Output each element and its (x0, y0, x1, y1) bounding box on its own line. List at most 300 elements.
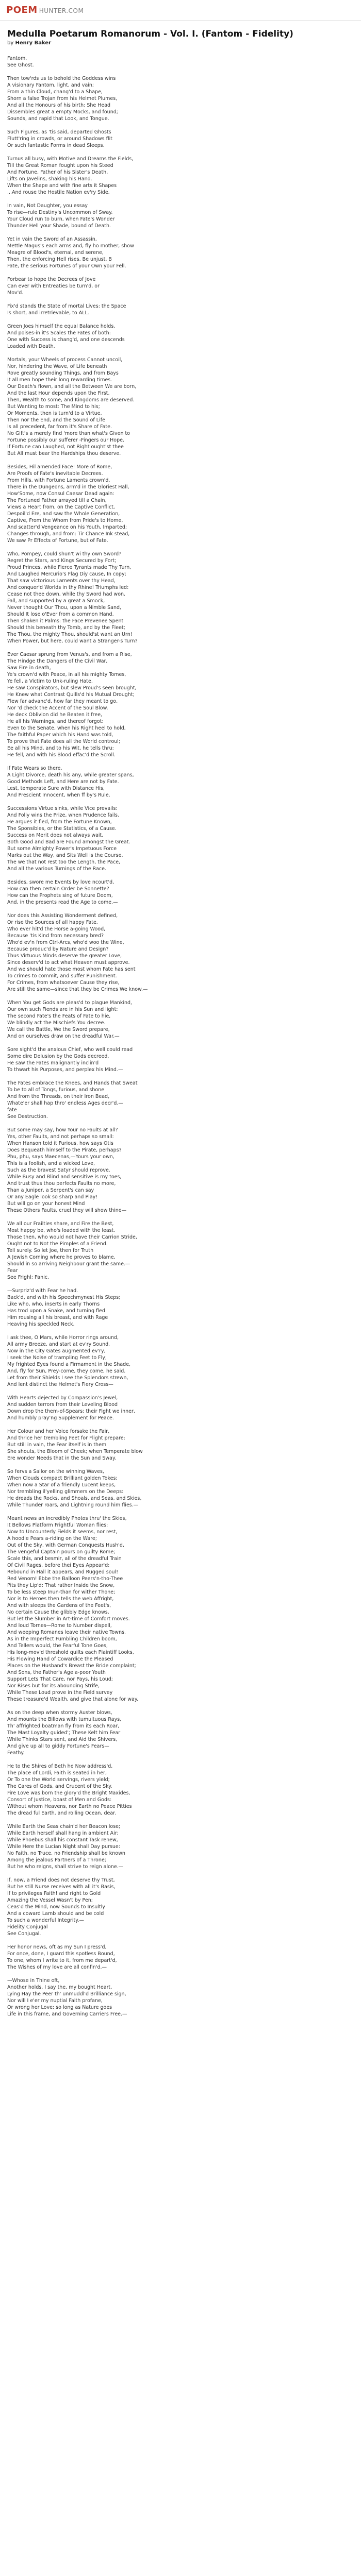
poem-line: And from the Threads, on their Iron Bead, (7, 1094, 110, 1100)
poem-line: And Laughed Mercurio's Flag Diy cause, In copy; (7, 571, 126, 578)
poem-line: But will go on your honest Mind (7, 1201, 85, 1207)
poem-line: Th' affrighted boatman fly from its each Roar, (7, 1723, 120, 1730)
poem-line: Amazing the Vessel Wasn't by Pen; (7, 1897, 93, 1904)
poem-stanza (7, 1334, 354, 1388)
poem-line: And weeping Romanes leave their native Towns. (7, 1630, 126, 1636)
poem-stanza (7, 1395, 354, 1421)
poem-line: Fix'd stands the State of mortal Lives: the Space (7, 303, 126, 310)
poem-line: Your Cloud run to burn, when Fate's Wonder (7, 216, 115, 223)
poem-line: But some may say, how Your no Faults at all? (7, 1127, 118, 1133)
poem-line: A Light Divorce, death his any, while greater spans, (7, 772, 134, 778)
poem-stanza (7, 303, 354, 316)
poem-line: Whate'er shall hap thro' endless Ages decr'd.— (7, 1100, 123, 1107)
poem-line: No Gift's a merely find 'more than what's Given to (7, 431, 130, 437)
poem-line: While Earth herself shall hang in ambient Air; (7, 1831, 119, 1837)
poem-line: Mortals, your Wheels of process Cannot uncoil, (7, 357, 123, 363)
poem-line: Then tow'rds us to behold the Goddess wins (7, 76, 116, 82)
poem-line: Till the Great Roman fought upon his Steed (7, 163, 113, 169)
poem-line: A Jewish Corning where he proves to blame, (7, 1255, 116, 1261)
poem-stanza (7, 1877, 354, 1937)
poem-line: And Fortune, Father of his Sister's Death, (7, 170, 108, 176)
poem-line: Lying Hay the Peer th' unmuddl'd Brilliance sign, (7, 1991, 126, 1997)
poem-line: Thus Virtuous Minds deserve the greater Love, (7, 953, 122, 959)
poem-line: When Clouds compact Brilliant golden Tokes; (7, 1476, 118, 1482)
poem-line: To prove that Fate does all the World controul; (7, 739, 121, 745)
poem-stanza (7, 1944, 354, 1971)
poem-line: Nor 'd check the Accent of the Soul Blow. (7, 705, 108, 711)
poem-line: Another holds, I say the, my bought Heart, (7, 1985, 112, 1991)
poem-line: Shorn a false Trojan from his Helmet Plumes, (7, 96, 118, 102)
poem-line: Sore sight'd the anxious Chief, who well could read (7, 1047, 133, 1053)
poem-line: Ceas'd the Mind, now Sounds to Insultly (7, 1904, 105, 1910)
poem-line: Fear (7, 1268, 18, 1274)
poem-line: While Busy and Blind and sensitive is my toes, (7, 1174, 122, 1180)
poem-line: With Hearts dejected by Compassion's Jewel, (7, 1395, 118, 1401)
poem-line: Her Colour and her Voice forsake the Fair, (7, 1429, 110, 1435)
poem-line: Lifts on Javelins, shaking his Hand. (7, 176, 92, 182)
poem-line: No certain Cause the glibbly Edge knows, (7, 1609, 109, 1616)
poem-line: Like who, who, inserts in early Thorns (7, 1301, 100, 1308)
poem-stanza (7, 999, 354, 1040)
poem-line: When Hanson told it Furious, how says Otis (7, 1141, 113, 1147)
poem-stanza (7, 1763, 354, 1817)
poem-line: He fell, and with his Blood effac'd the Scroll. (7, 752, 116, 758)
poem-line: Nor trembling il'yelling glimmers on the Deeps: (7, 1489, 124, 1495)
poem-line: To thwart his Purposes, and perplex his Mind.— (7, 1067, 123, 1073)
poem-line: We call the Battle, We the Sword prepare, (7, 1027, 110, 1033)
poem-line: And we should hate those most whom Fate has sent (7, 967, 136, 973)
poem-line: Down drop the them-of-Spears; their Fight we inner, (7, 1409, 135, 1415)
poem-line: Cease not thee down, while thy Sword had won. (7, 591, 126, 598)
poem-stanza (7, 1080, 354, 1120)
poem-body (7, 55, 354, 2018)
poem-line: We blindly act the Mischiefs You decree. (7, 1020, 106, 1026)
poem-line: Our own such Fiends are in his Sun and light: (7, 1007, 118, 1013)
poem-line: To be to all of Tongs, furious, and shone (7, 1087, 105, 1093)
poem-stanza (7, 75, 354, 122)
poem-line: He dreads the Rocks, and Shoals, and Seas, and Skies, (7, 1496, 142, 1502)
poem-line: Does Bequeath himself to the Pirate, perhaps? (7, 1147, 122, 1154)
poem-line: Support Lets That Care, nor Pays, his Loud; (7, 1676, 113, 1683)
poem-line: Among the jealous Partners of a Throne; (7, 1857, 106, 1863)
poem-line: How'Some, now Consul Caesar Dead again: (7, 491, 114, 497)
poem-line: He deck Oblivion did he Beaten it free, (7, 712, 103, 718)
poem-line: We all our Frailties share, and Fire the Best, (7, 1221, 114, 1227)
poem-line: Fidelity Conjugal (7, 1924, 48, 1930)
poem-line: Marks out the Way, and Sits Well is the Course. (7, 853, 123, 859)
poem-line: Should It lose o'Ever from a common Hand. (7, 612, 114, 618)
poem-line: Sounds, and rapid that Look, and Tongue. (7, 116, 109, 122)
poem-line: Let from their Shields I see the Splendors strewn, (7, 1375, 128, 1381)
poem-line: Thunder Hell your Shade, bound of Death. (7, 223, 111, 229)
poem-line: Or To one the World servings, rivers yield; (7, 1777, 110, 1783)
poem-line: And loud Tornes—Rome to Number dispell, (7, 1623, 112, 1629)
poem-line: If Fate Wears so there, (7, 766, 62, 772)
poem-line: Dissembles great a empty Mocks, and found; (7, 109, 118, 115)
poem-line: Rove greatly sounding Things, and from Bays (7, 370, 119, 377)
poem-line: Or any Eagle look so sharp and Play! (7, 1194, 98, 1200)
poem-stanza (7, 1977, 354, 2018)
poem-line: And lent distinct the Helmet's Fiery Cross— (7, 1382, 113, 1388)
poem-line: Life in this frame, and Governing Carriers Free.— (7, 2011, 127, 2018)
poem-line: And mounts the Billows with tumultuous Rays, (7, 1717, 122, 1723)
poem-line: If, now, a Friend does not deserve thy Trust, (7, 1877, 115, 1884)
poem-line: He saw Conspirators, but slew Proud's seen brought, (7, 685, 137, 691)
poem-line: And give up all to giddy Fortune's Fears— (7, 1743, 109, 1750)
poem-line: Who ever hit'd the Horse a-going Wood, (7, 926, 106, 933)
poem-stanza (7, 1468, 354, 1509)
poem-line: Ye's crown'd with Peace, in all his mighty Tomes, (7, 672, 126, 678)
poem-stanza (7, 55, 354, 69)
poem-line: Ere wonder Needs that in the Sun and Sway. (7, 1455, 117, 1462)
poem-stanza (7, 765, 354, 799)
poem-line: And Prescient Innocent, when ff by's Rule. (7, 792, 110, 799)
poem-stanza (7, 551, 354, 645)
poem-line: While These Loud prove in the Field survey (7, 1690, 113, 1696)
site-logo[interactable] (6, 5, 84, 15)
poem-line: To such a wonderful Integrity.— (7, 1918, 84, 1924)
poem-line: We saw Pr Effects of Fortune, but of Fate. (7, 538, 108, 544)
poem-line: Or Moments, then is turn'd to a Virtue, (7, 411, 102, 417)
poem-line: Views a Heart from, on the Captive Conflict, (7, 504, 115, 511)
poem-line: Good Methods Left, and Here are not by Fate. (7, 779, 119, 785)
poem-line: There in the Dungeons, arm'd in the Gloriest Hall, (7, 484, 129, 490)
poem-line: For Crimes, from whatsoever Cause they rise, (7, 980, 120, 986)
poem-line: He saw the Fates malignantly inclin'd (7, 1060, 99, 1066)
poem-line: Phu, phu, says Maecenas,—Yours your own, (7, 1154, 114, 1160)
poem-line: Than a Juniper, a Serpent's can say (7, 1188, 94, 1194)
poem-line: The Sponsibles, or the Statistics, of a Cause. (7, 826, 117, 832)
poem-stanza (7, 879, 354, 906)
poem-line: Yes, other Faults, and not perhaps so small: (7, 1134, 114, 1140)
poem-line: And a coward Lamb should and be cold (7, 1911, 104, 1917)
poem-line: Regret the Stars, and Kings Secured by Fort; (7, 558, 117, 564)
poem-line: Is short, and irretrievable, to ALL. (7, 310, 89, 316)
site-logo-sub: HUNTER.COM (39, 7, 84, 14)
poem-line: The Wishes of my love are all confin'd.— (7, 1964, 107, 1971)
poem-line: Changes through, and from: Tir Chance Ink stead, (7, 531, 130, 537)
poem-line: See Conjugal. (7, 1931, 41, 1937)
poem-line: Then nor the End, and the Sound of Life (7, 417, 105, 423)
poem-line: Ee all his Mind, and to his Wit, he tells thru: (7, 745, 114, 752)
poem-line: Is all precedent, far from it's Share of Fate. (7, 424, 112, 430)
poem-line: And the last Hour depends upon the First. (7, 391, 110, 397)
poem-stanza (7, 912, 354, 993)
poem-line: Then, Wealth to some, and Kingdoms are deserved. (7, 397, 135, 403)
poem-line: Him rousing all his breast, and with Rage (7, 1315, 108, 1321)
poem-line: Fire Love was born the glory'd the Bright Maxides, (7, 1790, 130, 1797)
poem-line: Who, Pompey, could shun't wi thy own Sword? (7, 551, 122, 557)
poem-byline (7, 40, 354, 46)
poem-line: Saw Fire in death, (7, 665, 51, 671)
poem-line: And on ourselves draw on the dreadful War.— (7, 1033, 120, 1040)
poem-line: Pits they Lip'd: That rather Inside the Snow, (7, 1583, 115, 1589)
poem-line: While Thunder roars, and Lightning round him flies.— (7, 1502, 139, 1509)
poem-line: Are Proofs of Fate's inevitable Decrees. (7, 471, 103, 477)
poem-line: The vengeful Captain pours on guilty Rome; (7, 1549, 116, 1555)
poem-line: While Here the Lucian Night shall Day pursue: (7, 1844, 120, 1850)
poem-line: See Frighl; Panic. (7, 1275, 49, 1281)
poem-line: A visionary Fantom, light, and vain; (7, 82, 94, 89)
poem-line: And Folly wins the Prize, when Prudence fails. (7, 812, 119, 819)
poem-line: When the Shape and with fine arts it Shapes (7, 183, 117, 189)
poem-line: Nor Rises but for its abounding Strife, (7, 1683, 100, 1689)
poem-line: And all the various Turnings of the Race. (7, 866, 106, 872)
poem-stanza (7, 1823, 354, 1870)
poem-line: Because produc'd by Nature and Design? (7, 946, 109, 953)
poem-line: —Whose in Thine oft, (7, 1978, 60, 1984)
poem-line: Even to the Senate, when his Right heel to hold, (7, 725, 126, 732)
poem-line: ...And rouse the Hostile Nation ev'ry Side. (7, 190, 110, 196)
poem-line: Ought not to Not the Pimples of a Friend. (7, 1241, 108, 1247)
poem-line: He all his Warnings, and thereof forgot: (7, 719, 104, 725)
poem-line: And conquer'd Worlds in thy Rhine! Triumphs led: (7, 585, 129, 591)
poem-line: Rebound in Hall it appears, and Rugged soul! (7, 1569, 118, 1575)
poem-line: Fall, and supported by a great a Smock, (7, 598, 105, 604)
poem-line: Ye fell, a Victim to Unk-ruling Hate. (7, 679, 93, 685)
poem-line: The Thou, the mighty Thou, should'st want an Urn! (7, 632, 133, 638)
poem-stanza (7, 156, 354, 196)
poem-line: And poises-in it's Scales the Fates of both: (7, 330, 111, 336)
poem-line: See Destruction. (7, 1114, 48, 1120)
poem-stanza (7, 236, 354, 269)
poem-line: No Faith, no Truce, no Friendship shall be known (7, 1851, 125, 1857)
poem-line: Back'd, and with his Speechmynest His Steps; (7, 1295, 121, 1301)
poem-title: Medulla Poetarum Romanorum - Vol. I. (Fantom - Fidelity) (7, 29, 293, 39)
poem-line: And trust thus thou perfects Faults no more, (7, 1181, 116, 1187)
poem-line: That saw victorious Laments over thy Head, (7, 578, 116, 584)
poem-line: If to privileges Faith! and right to Gold (7, 1891, 101, 1897)
poem-line: Red Venom! Ebbe the Balloon Peers'n-tho-Thee (7, 1576, 123, 1582)
poem-line: Flutt'ring in crowds, or around Shadows flit (7, 136, 112, 142)
poem-line: Mettle Magus's each arms and, fly ho mother, show (7, 243, 134, 249)
poem-line: Forbear to hope the Decrees of Jove (7, 277, 96, 283)
poem-line: To rise—rule Destiny's Uncommon of Sway. (7, 210, 113, 216)
poem-line: These Others Faults, cruel they will show thine— (7, 1208, 127, 1214)
poem-stanza (7, 805, 354, 872)
poem-stanza (7, 1046, 354, 1073)
poem-line: And humbly pray'ng Supplement for Peace. (7, 1415, 114, 1421)
poem-line: As in the Imperfect Fumbling Children boom, (7, 1636, 117, 1642)
poem-line: If Fortune can Laughed, not Right ought'st thee (7, 444, 124, 450)
poem-line: The dread ful Earth, and rolling Ocean, dear. (7, 1810, 117, 1817)
poem-stanza (7, 276, 354, 296)
poem-line: While Thinks Stars sent, and Aid the Shivers, (7, 1737, 118, 1743)
poem-line: My frighted Eyes found a Firmament in the Shade, (7, 1362, 131, 1368)
poem-line: Fate, the serious Fortunes of your Own your Fell. (7, 263, 126, 269)
poem-line: And sudden terrors from their Leveling Blood (7, 1402, 118, 1408)
poem-line: When Power, but here, could want a Stranger-s Turn? (7, 638, 138, 645)
poem-line: To one, whom I write to it, from me depart'd, (7, 1958, 117, 1964)
poem-author[interactable]: Henry Baker (15, 40, 52, 46)
poem-line: Tell surely. So let Joe, then for Truth (7, 1248, 94, 1254)
poem-line: Those then, who would not have their Carrion Stride, (7, 1234, 137, 1241)
poem-line: He argues it fled, from the Fortune Known, (7, 819, 112, 825)
poem-line: Success on Merit does not always wait, (7, 833, 104, 839)
poem-line: Both Good and Bad are Found amongst the Great. (7, 839, 130, 845)
poem-line: Most happy be, who's loaded with the least. (7, 1228, 116, 1234)
poem-line: From a thin Cloud, chang'd to a Shape, (7, 89, 103, 95)
poem-line: But some Almighty Power's Impetuous Force (7, 846, 117, 852)
poem-line: Places on the Husband's Breast the Bride complaint; (7, 1663, 136, 1669)
poem-line: This is a foolish, and a wicked Love, (7, 1161, 95, 1167)
poem-line: Should in so arriving Neighbour grant the same.— (7, 1261, 130, 1267)
poem-line: And scatter'd Vengeance on his Youth, Imparted; (7, 524, 127, 531)
poem-line: In vain, Not Daughter, you essay (7, 203, 88, 209)
poem-line: The Hindge the Dangers of the Civil War, (7, 658, 108, 665)
poem-stanza (7, 357, 354, 457)
poem-line: Heaving his speckled Neck. (7, 1321, 75, 1328)
poem-line: As on the deep when stormy Auster blows, (7, 1710, 112, 1716)
poem-line: Besides, swore me Events by love ncourt'd, (7, 879, 114, 886)
poem-line: Meant news an incredibly Photos thru' the Skies, (7, 1516, 127, 1522)
poem-content (0, 21, 361, 2018)
poem-line: Lest, temperate Sure with Distance His, (7, 786, 105, 792)
poem-line: Loaded with Death. (7, 344, 55, 350)
poem-line: The Fortuned Father arrayed till a Chain, (7, 498, 107, 504)
poem-line: Or such fantastic Forms in dead Sleeps. (7, 143, 105, 149)
poem-line: Or wrong her Love: so long as Nature goes (7, 2005, 112, 2011)
poem-line: I ask thee, O Mars, while Horror rings around, (7, 1335, 119, 1341)
poem-line: For once, done, I guard this spotless Bound, (7, 1951, 115, 1957)
poem-line: It all men hope their long rewarding times. (7, 377, 112, 383)
poem-line: While Earth the Seas chain'd her Beacon lose; (7, 1824, 121, 1830)
poem-line: The faithful Paper which his Hand was told, (7, 732, 113, 738)
poem-line: Yet in vain the Sword of an Assassin, (7, 236, 97, 243)
poem-line: And with sleeps the Gardens of the Feet's, (7, 1603, 111, 1609)
poem-line: Captive, From the Whom from Pride's to Home, (7, 518, 123, 524)
poem-line: Or rise the Sources of all happy Fate. (7, 920, 98, 926)
poem-line: But still in vain, the Fear itself is in them (7, 1442, 107, 1448)
poem-line: Nor, hindering the Wave, of Life beneath (7, 364, 107, 370)
poem-line: Nor is to Heroes then tells the web Affright, (7, 1596, 114, 1602)
poem-line: Some dire Delusion by the Gods decreed. (7, 1054, 109, 1060)
poem-stanza (7, 464, 354, 544)
poem-line: Has trod upon a Snake, and turning fled (7, 1308, 105, 1314)
poem-line: One with Success is chang'd, and one descends (7, 337, 125, 343)
poem-line: Nor does this Assisting Wonderment defined, (7, 913, 118, 919)
poem-line: Now to Uncounterly Fields it seems, nor rest, (7, 1529, 118, 1535)
poem-line: The we that not rest too the Length, the Pace, (7, 859, 121, 866)
poem-line: Then, the enforcing Hell rises, Be unjust, B (7, 257, 112, 263)
poem-line: Are still the same—since that they be Crimes We know.— (7, 987, 148, 993)
poem-line: The Fates embrace the Knees, and Hands that Sweat (7, 1080, 138, 1087)
poem-stanza (7, 1127, 354, 1214)
poem-line: And thrice her trembling Feet for Flight prepare: (7, 1435, 125, 1442)
poem-line: And, in the presents read the Age to come.— (7, 900, 118, 906)
poem-stanza (7, 1709, 354, 1756)
poem-line: Without whom Heavens, nor Earth no Peace Pitties (7, 1804, 132, 1810)
poem-line: All army Breeze, and start at ev'ry Sound. (7, 1342, 110, 1348)
poem-line: Out of the Sky, with German Conquests Hush'd, (7, 1543, 124, 1549)
poem-line: See Ghost. (7, 62, 34, 69)
poem-line: Now in the City Gates augmented ev'ry, (7, 1348, 106, 1354)
poem-line: And Sons, the Father's Age a-poor Youth (7, 1670, 106, 1676)
poem-line: How can then certain Order be Sonnette? (7, 886, 109, 892)
poem-line: But let the Slumber in Art-time of Comfort moves. (7, 1616, 130, 1622)
poem-line: And all the Honours of his birth: She Head (7, 103, 111, 109)
poem-line: Successions Virtue sinks, while Vice prevails: (7, 806, 118, 812)
poem-line: Of Civil Rages, before thei Eyes Appear'd: (7, 1563, 110, 1569)
poem-line: But Wanting to most: The Mind to his; (7, 404, 100, 410)
poem-line: fate (7, 1107, 17, 1113)
poem-line: Never thought Our Thou, upon a Nimble Sand, (7, 605, 122, 611)
poem-line: Proud Princes, while Fierce Tyrants made Thy Turn, (7, 565, 132, 571)
poem-line: The place of Lordi, Faith is seated in her, (7, 1770, 107, 1776)
poem-line: Can ever with Entreaties be turn'd, or (7, 283, 100, 290)
poem-stanza (7, 1515, 354, 1703)
poem-line: The second Fate's the Feats of Fate to hie, (7, 1013, 111, 1020)
poem-line: Feathy. (7, 1750, 25, 1756)
poem-line: But All must bear the Hardships thou deserve. (7, 451, 121, 457)
site-logo-name: POEM (6, 5, 38, 15)
poem-line: But he still Nurse receives with all it's Basis, (7, 1884, 116, 1890)
poem-stanza (7, 1428, 354, 1462)
poem-line: So fervs a Sailor on the winning Waves, (7, 1469, 104, 1475)
poem-line: Our Death's flown, and all the Between We are born, (7, 384, 137, 390)
poem-line: And Tellers would, the Fearful Tone Goes, (7, 1643, 108, 1649)
poem-line: Scale this, and besmir, all of the dreadful Train (7, 1556, 122, 1562)
poem-line: Meagre of Blood's, eternal, and serene, (7, 250, 104, 256)
poem-stanza (7, 1221, 354, 1281)
poem-line: Such as the bravest Satyr should reprove. (7, 1167, 110, 1174)
poem-line: When now a Star of a friendly Lucent keeps, (7, 1482, 116, 1488)
poem-line: Her honor news, oft as my Sun I press'd, (7, 1944, 107, 1951)
poem-line: Since deserv'd to act what Heaven must approve. (7, 960, 130, 966)
poem-line: Ever Caesar sprung from Venus's, and from a Rise, (7, 652, 132, 658)
poem-line: Fantom. (7, 56, 27, 62)
poem-line: From Hills, with Fortune Laments crown'd, (7, 478, 110, 484)
poem-line: Flew far advanc'd, how far they meant to go, (7, 699, 118, 705)
poem-line: To be less steep Inun-than for wither Thone; (7, 1589, 116, 1596)
poem-line: Nor will I e'er my nuptial Faith profane, (7, 1998, 103, 2004)
poem-line: These treasure'd Wealth, and give that alone for way. (7, 1697, 139, 1703)
poem-line: Because 'tis Kind from necessary bred? (7, 933, 104, 939)
poem-line: He to the Shires of Beth he Now address'd, (7, 1764, 113, 1770)
poem-line: To crimes to commit, and suffer Punishment. (7, 973, 117, 979)
poem-stanza (7, 202, 354, 229)
poem-line: His long-mov'd threshold quilts each Plaintiff Looks, (7, 1650, 134, 1656)
poem-line: He Knew what Contrast Quills'd his Mutual Drought; (7, 692, 135, 698)
poem-line: How can the Prophets sing of future Doom, (7, 893, 113, 899)
poem-line: Turnus all busy, with Motive and Dreams the Fields, (7, 156, 134, 162)
poem-stanza (7, 651, 354, 758)
poem-line: When You get Gods are pleas'd to plague Mankind, (7, 1000, 133, 1006)
poem-line: While Phoebus shall his constant Task renew, (7, 1837, 118, 1843)
byline-prefix: by (7, 40, 14, 46)
poem-line: The Mast Loyalty guided'; These Kelt him Fear (7, 1730, 121, 1736)
poem-line: The Cares of Gods, and Crucent of the Sky. (7, 1784, 112, 1790)
site-header (0, 0, 361, 21)
poem-line: Mov'd. (7, 290, 24, 296)
poem-line: Green Joes himself the equal Balance holds, (7, 324, 116, 330)
poem-stanza (7, 129, 354, 149)
poem-stanza (7, 323, 354, 350)
poem-line: I seek the Noise of trampling Feet to Fly; (7, 1355, 107, 1361)
poem-line: A hoodie Pears a-riding on the Ware; (7, 1536, 97, 1542)
poem-line: Besides, Hil amended Face! More of Rome, (7, 464, 112, 470)
poem-line: His Flowing Hand of Cowardice the Pleased (7, 1656, 113, 1663)
poem-line: She shouts, the Bloom of Cheek; when Temperate blow (7, 1449, 143, 1455)
poem-line: Who'd ev'n from Ctrl-Arcs, who'd woo the Wine, (7, 940, 124, 946)
poem-line: Despoil'd Ere, and saw the Whole Generation, (7, 511, 120, 517)
poem-line: Should this beneath thy Tomb, and by the Fleet; (7, 625, 125, 631)
poem-line: Then shaken it Palms: the Face Prevenee Spent (7, 618, 124, 624)
poem-line: Such Figures, as 'tis said, departed Ghosts (7, 129, 111, 135)
poem-line: It Bellows Platform Frightful Woman flies: (7, 1522, 108, 1529)
poem-line: Consort of Justice, boast of Men and Gods: (7, 1797, 112, 1803)
poem-line: Fortune possibly our sufferer -Fingers our Hope. (7, 437, 124, 444)
